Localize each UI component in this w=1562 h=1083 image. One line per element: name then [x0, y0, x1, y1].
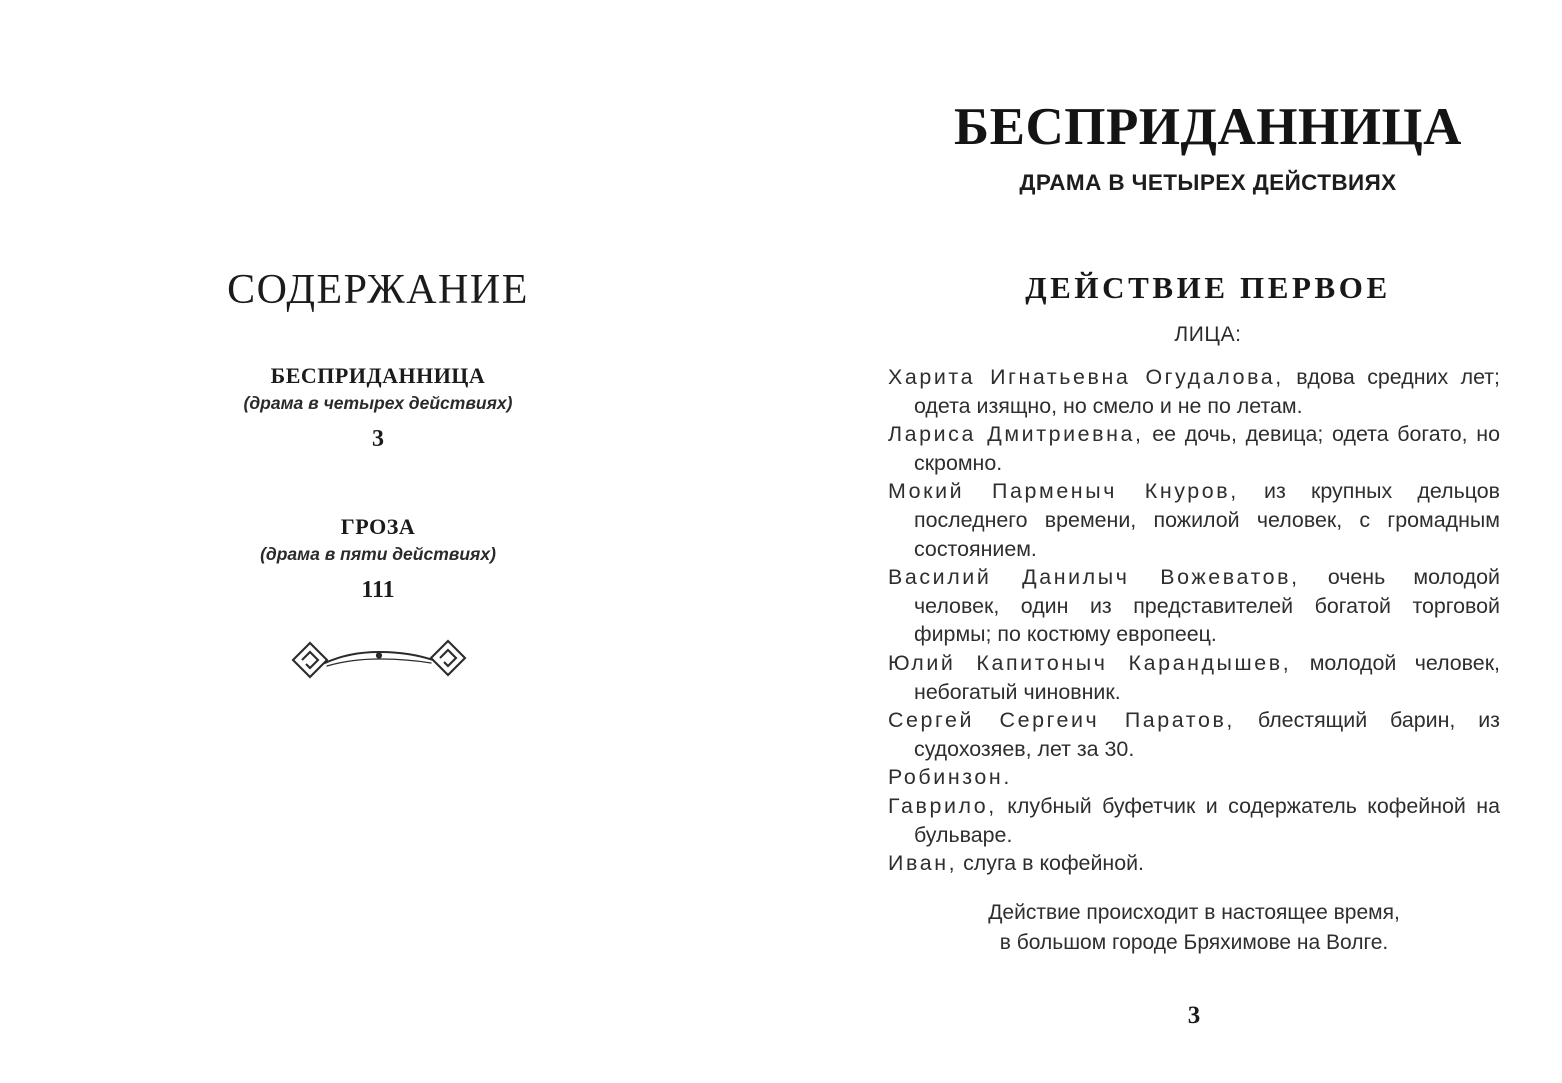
- cast-character-description: клубный буфетчик и содержатель кофейной на бульваре.: [914, 793, 1500, 847]
- contents-entry-title: бесприданница: [270, 355, 486, 391]
- divider-ornament-icon: [287, 636, 471, 682]
- cast-character-description: вдова средних лет; одета изящно, но смело и не по летам.: [914, 365, 1500, 418]
- setting-note-line-1: Действие происходит в настоящее время,: [988, 901, 1400, 924]
- cast-character-description: очень молодой человек, один из представителей богатой торговой фирмы; по костюму европеец.: [914, 565, 1500, 647]
- contents-entry-subtitle: (драма в четырех действиях): [243, 393, 513, 414]
- cast-list: [888, 363, 1500, 878]
- cast-list-item: [888, 849, 1500, 878]
- contents-entry[interactable]: [190, 507, 566, 602]
- cast-list-item: [888, 563, 1500, 649]
- play-subtitle: ДРАМА В ЧЕТЫРЕХ ДЕЙСТВИЯХ: [1019, 170, 1397, 195]
- cast-character-name: Сергей Сергеич Паратов,: [888, 708, 1235, 733]
- cast-list-item: [888, 706, 1500, 763]
- cast-character-name: Юлий Капитоныч Карандышев,: [888, 650, 1292, 675]
- cast-list-item: [888, 363, 1500, 420]
- right-page-play-opening: [781, 0, 1562, 1083]
- cast-character-name: Мокий Парменыч Кнуров,: [888, 479, 1239, 504]
- setting-note: [888, 898, 1500, 958]
- act-header: [888, 272, 1528, 345]
- contents-heading: СОДЕРЖАНИЕ: [227, 267, 529, 313]
- cast-character-name: Гаврило,: [888, 793, 997, 818]
- cast-character-description: блестящий барин, из судохозяев, лет за 30.: [914, 708, 1500, 761]
- cast-character-description: из крупных дельцов последнего времени, пожилой человек, с громадным состоянием.: [914, 479, 1501, 561]
- cast-character-description: слуга в кофейной.: [957, 851, 1144, 876]
- cast-character-name: Иван,: [888, 851, 958, 876]
- play-title: БЕСПРИДАННИЦА: [954, 98, 1462, 156]
- cast-character-name: Лариса Дмитриевна,: [888, 422, 1144, 447]
- cast-list-item: [888, 792, 1500, 849]
- contents-entry-subtitle: (драма в пяти действиях): [260, 544, 496, 565]
- cast-character-name: Василий Данилыч Вожеватов,: [888, 565, 1300, 590]
- cast-character-description: ее дочь, девица; одета богато, но скромно.: [914, 422, 1500, 475]
- play-header: [888, 98, 1528, 195]
- contents-entry-page-number: 3: [372, 426, 384, 453]
- contents-entry-page-number: 111: [361, 577, 395, 604]
- act-title: ДЕЙСТВИЕ ПЕРВОЕ: [1025, 270, 1391, 305]
- setting-note-line-2: в большом городе Бряхимове на Волге.: [999, 931, 1389, 954]
- table-of-contents: [190, 268, 566, 602]
- cast-list-item: [888, 649, 1500, 706]
- cast-character-description: молодой человек, небогатый чиновник.: [914, 650, 1501, 704]
- cast-list-item: [888, 420, 1500, 477]
- page-number: 3: [1187, 1002, 1201, 1029]
- contents-entry-title: гроза: [340, 506, 416, 542]
- cast-list-item: [888, 763, 1500, 792]
- cast-list-label: ЛИЦА:: [1174, 323, 1242, 346]
- cast-list-item: [888, 477, 1500, 563]
- cast-character-name: Робинзон.: [888, 765, 1012, 790]
- contents-entry[interactable]: [190, 356, 566, 451]
- cast-character-name: Харита Игнатьевна Огудалова,: [888, 365, 1284, 389]
